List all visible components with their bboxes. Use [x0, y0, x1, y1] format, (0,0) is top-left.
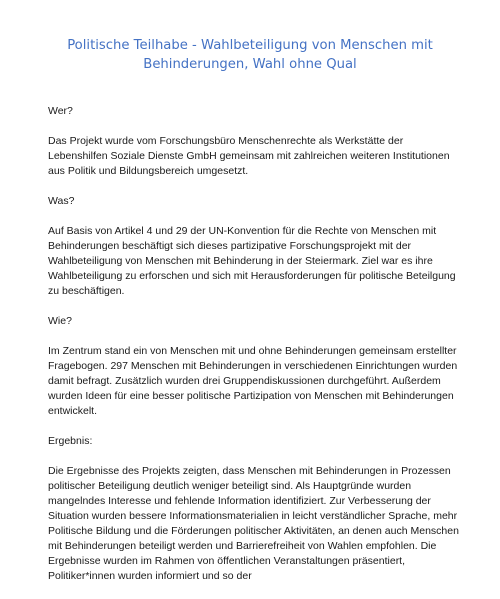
section-text-was: Auf Basis von Artikel 4 und 29 der UN-Konvention für die Rechte von Menschen mit Behinderungen beschäftigt sich dieses partizipative Forschungsprojekt mit der Wahlbeteiligung von Menschen mit Behinderung in der Steiermark. Ziel war es ihre Wahlbeteiligung zu erforschen und sich mit Herausforderungen für politische Beteilgung zu beschäftigen. — [48, 225, 456, 297]
section-heading-wie: Wie? — [48, 315, 72, 327]
title-line-1: Politische Teilhabe - Wahlbeteiligung von Menschen mit — [67, 38, 433, 53]
section-text-ergebnis: Die Ergebnisse des Projekts zeigten, dass Menschen mit Behinderungen in Prozessen politischer Beteiligung deutlich weniger beteiligt sind. Als Hauptgründe wurden mangelndes Interesse und fehlende Information identifiziert. Zur Verbesserung der Situation wurden bessere Informationsmaterialien in leicht verständlicher Sprache, mehr Politische Bildung und die Förderungen politischer Aktivitäten, an denen auch Menschen mit Behinderungen beteiligt werden und Barrierefreiheit von Wahlen empfohlen. Die Ergebnisse wurden im Rahmen von öffentlichen Veranstaltungen präsentiert, Politiker*innen wurden informiert und so der — [48, 465, 459, 582]
section-heading-wer: Wer? — [48, 105, 73, 117]
document-title — [40, 36, 460, 74]
section-text-wie: Im Zentrum stand ein von Menschen mit und ohne Behinderungen gemeinsam erstellter Fragebogen. 297 Menschen mit Behinderungen in verschiedenen Einrichtungen wurden damit befragt. Zusätzlich wurden drei Gruppendiskussionen durchgeführt. Außerdem wurden Ideen für eine besser politische Partizipation von Menschen mit Behinderungen entwickelt. — [48, 345, 458, 417]
section-text-wer: Das Projekt wurde vom Forschungsbüro Menschenrechte als Werkstätte der Lebenshilfen Soziale Dienste GmbH gemeinsam mit zahlreichen weiteren Institutionen aus Politik und Bildungsbereich umgesetzt. — [48, 135, 450, 177]
title-line-2: Behinderungen, Wahl ohne Qual — [143, 57, 357, 72]
section-heading-was: Was? — [48, 195, 75, 207]
section-heading-ergebnis: Ergebnis: — [48, 435, 93, 447]
document-body — [48, 104, 464, 599]
